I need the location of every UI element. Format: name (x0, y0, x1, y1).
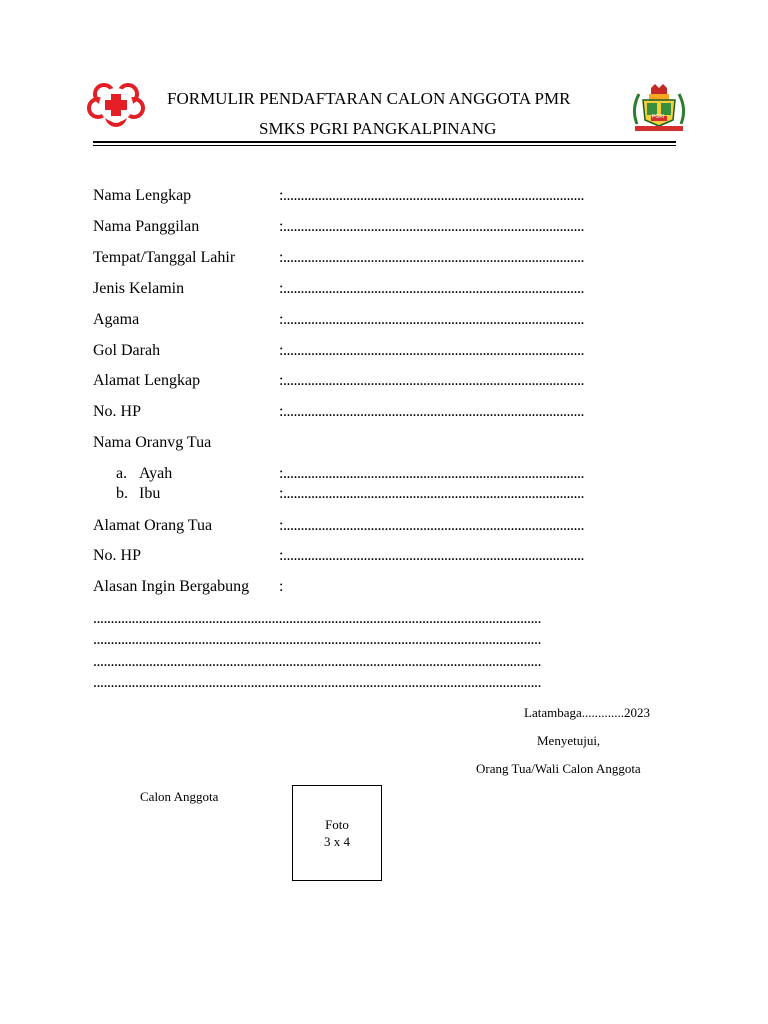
field-label-jenis-kelamin: Jenis Kelamin (93, 280, 185, 297)
field-input-nama-lengkap[interactable]: :...................................................................................... (279, 187, 584, 204)
field-input-jenis-kelamin[interactable]: :...................................................................................... (279, 280, 584, 297)
field-input-alamat-orang-tua[interactable]: :...................................................................................... (279, 517, 584, 534)
parents-heading: Nama Oranvg Tua (93, 434, 212, 451)
reason-line[interactable]: ................................................................................................................................ (93, 631, 541, 648)
list-marker-ibu: b. (116, 485, 128, 502)
field-input-no-hp-orang-tua[interactable]: :...................................................................................... (279, 547, 584, 564)
approval-label: Menyetujui, (537, 733, 601, 748)
date-place: Latambaga (524, 705, 582, 720)
field-label-alasan: Alasan Ingin Bergabung (93, 578, 250, 595)
field-label-nama-lengkap: Nama Lengkap (93, 187, 192, 204)
reason-line[interactable]: ................................................................................................................................ (93, 610, 541, 627)
field-label-ibu: Ibu (139, 485, 161, 502)
field-label-alamat-lengkap: Alamat Lengkap (93, 372, 201, 389)
header-divider-thin (93, 145, 676, 146)
date-year: 2023 (624, 705, 650, 720)
member-signature-label: Calon Anggota (140, 789, 219, 804)
field-label-gol-darah: Gol Darah (93, 342, 161, 359)
field-colon-alasan: : (279, 578, 284, 595)
field-input-agama[interactable]: :...................................................................................... (279, 311, 584, 328)
pgri-school-emblem (629, 84, 689, 134)
parent-signature-label: Orang Tua/Wali Calon Anggota (476, 761, 641, 776)
reason-line[interactable]: ................................................................................................................................ (93, 653, 541, 670)
photo-size: 3 x 4 (324, 834, 350, 849)
emblem-label: PGRI (652, 114, 665, 120)
reason-line[interactable]: ................................................................................................................................ (93, 674, 541, 691)
school-name: SMKS PGRI PANGKALPINANG (259, 119, 497, 138)
list-marker-ayah: a. (116, 465, 128, 482)
field-label-nama-panggilan: Nama Panggilan (93, 218, 200, 235)
field-input-alamat-lengkap[interactable]: :...................................................................................... (279, 372, 584, 389)
field-label-ayah: Ayah (139, 465, 173, 482)
field-input-nama-panggilan[interactable]: :...................................................................................... (279, 218, 584, 235)
field-label-alamat-orang-tua: Alamat Orang Tua (93, 517, 213, 534)
field-input-gol-darah[interactable]: :...................................................................................... (279, 342, 584, 359)
field-label-agama: Agama (93, 311, 140, 328)
header-divider-thick (93, 141, 676, 143)
form-title: FORMULIR PENDAFTARAN CALON ANGGOTA PMR (167, 89, 571, 108)
photo-box (292, 785, 382, 881)
field-label-tempat-tanggal-lahir: Tempat/Tanggal Lahir (93, 249, 236, 266)
photo-label: Foto (325, 817, 349, 832)
date-line (524, 705, 650, 721)
red-cross-logo (87, 82, 145, 128)
field-label-no-hp-orang-tua: No. HP (93, 547, 142, 564)
field-input-ayah[interactable]: :...................................................................................... (279, 465, 584, 482)
field-input-ibu[interactable]: :...................................................................................... (279, 485, 584, 502)
date-dots[interactable]: ............. (581, 705, 624, 720)
field-input-tempat-tanggal-lahir[interactable]: :...................................................................................... (279, 249, 584, 266)
field-label-no-hp: No. HP (93, 403, 142, 420)
field-input-no-hp[interactable]: :...................................................................................... (279, 403, 584, 420)
